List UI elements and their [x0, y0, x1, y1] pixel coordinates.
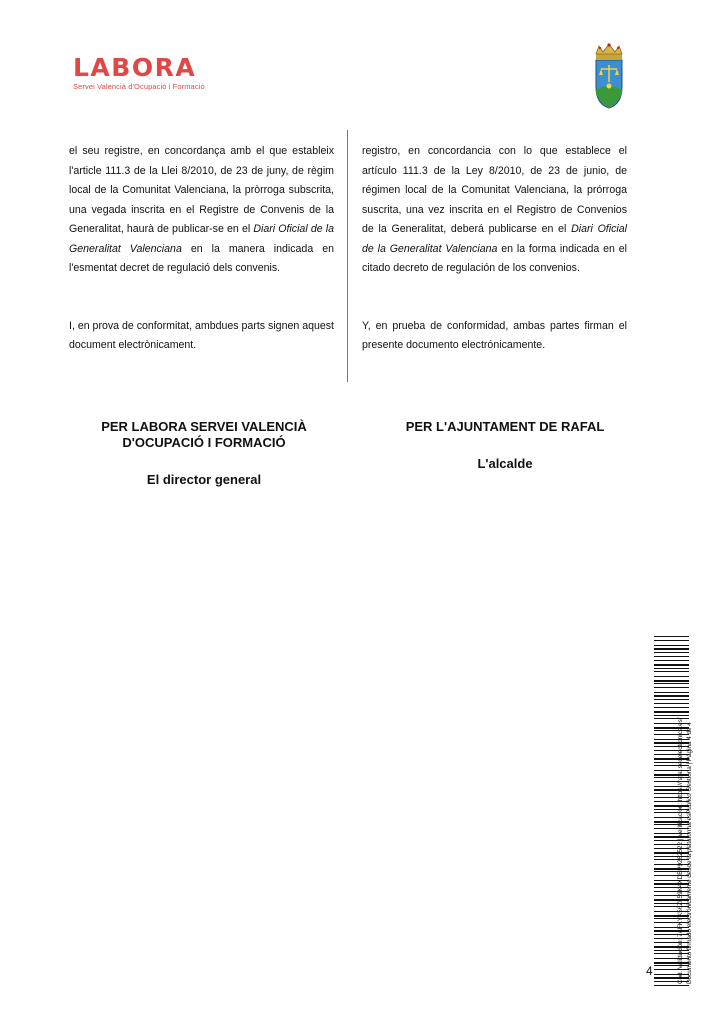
page-number: 4 — [646, 964, 653, 978]
signatory-role: L'alcalde — [477, 456, 533, 471]
verification-footer — [677, 718, 694, 985]
signatory-role: El director general — [146, 472, 262, 487]
verification-line-2: Documento firmado electrónicamente desde la plataforma esPublico Gestiona | Página 4 de 4 — [685, 722, 693, 984]
logo-subtitle: Servei Valencià d'Ocupació i Formació — [73, 82, 205, 91]
spanish-journal-name: Diari Oficial de la Generalitat Valenciana — [362, 223, 627, 255]
spanish-text-column — [362, 142, 627, 356]
catalan-text-column — [69, 142, 334, 356]
catalan-journal-name: Diari Oficial de la Generalitat Valenciana — [69, 223, 334, 255]
labora-signature-block — [54, 419, 354, 488]
labora-logo — [73, 55, 205, 91]
column-divider — [347, 130, 348, 382]
spanish-paragraph-1: registro, en concordancia con lo que establece el artículo 111.3 de la Ley 8/2010, de 23 de junio, de régimen local de la Comunitat Valenciana, la prórroga suscrita, una vez inscrita en el Registro de Convenios de la Generalitat, deberá publicarse en el Diari Oficial de la Generalitat Valenciana en la forma indicada en el citado decreto de regulación de los convenios. — [362, 145, 627, 274]
spanish-paragraph-2: Y, en prueba de conformidad, ambas partes firman el presente documento electrónicamente. — [362, 319, 627, 351]
signatory-org: PER L'AJUNTAMENT DE RAFAL — [405, 419, 605, 434]
rafal-coat-of-arms-icon — [587, 42, 631, 110]
signatory-org-line1: PER LABORA SERVEI VALENCIÀ — [101, 419, 307, 434]
ajuntament-signature-block — [355, 419, 655, 472]
catalan-paragraph-1: el seu registre, en concordança amb el que estableix l'article 111.3 de la Llei 8/2010, de 23 de juny, de règim local de la Comunitat Valenciana, la pròrroga subscrita, una vegada inscrita en el Registre de Convenis de la Generalitat, haurà de publicar-se en el Diari Oficial de la Generalitat Valenciana en la manera indicada en l'esmentat decret de regulació dels convenis. — [69, 145, 334, 274]
catalan-paragraph-2: I, en prova de conformitat, ambdues parts signen aquest document electrònicament. — [69, 319, 334, 351]
verification-line-1: Cód. Validación: 7AFKYK56ZL59K4XDEP9262522 | Verificación: https://rafal.sedelectronica.es/ — [677, 717, 684, 984]
logo-wordmark: LABORA — [73, 53, 197, 82]
signatory-org-line2: D'OCUPACIÓ I FORMACIÓ — [122, 435, 286, 450]
